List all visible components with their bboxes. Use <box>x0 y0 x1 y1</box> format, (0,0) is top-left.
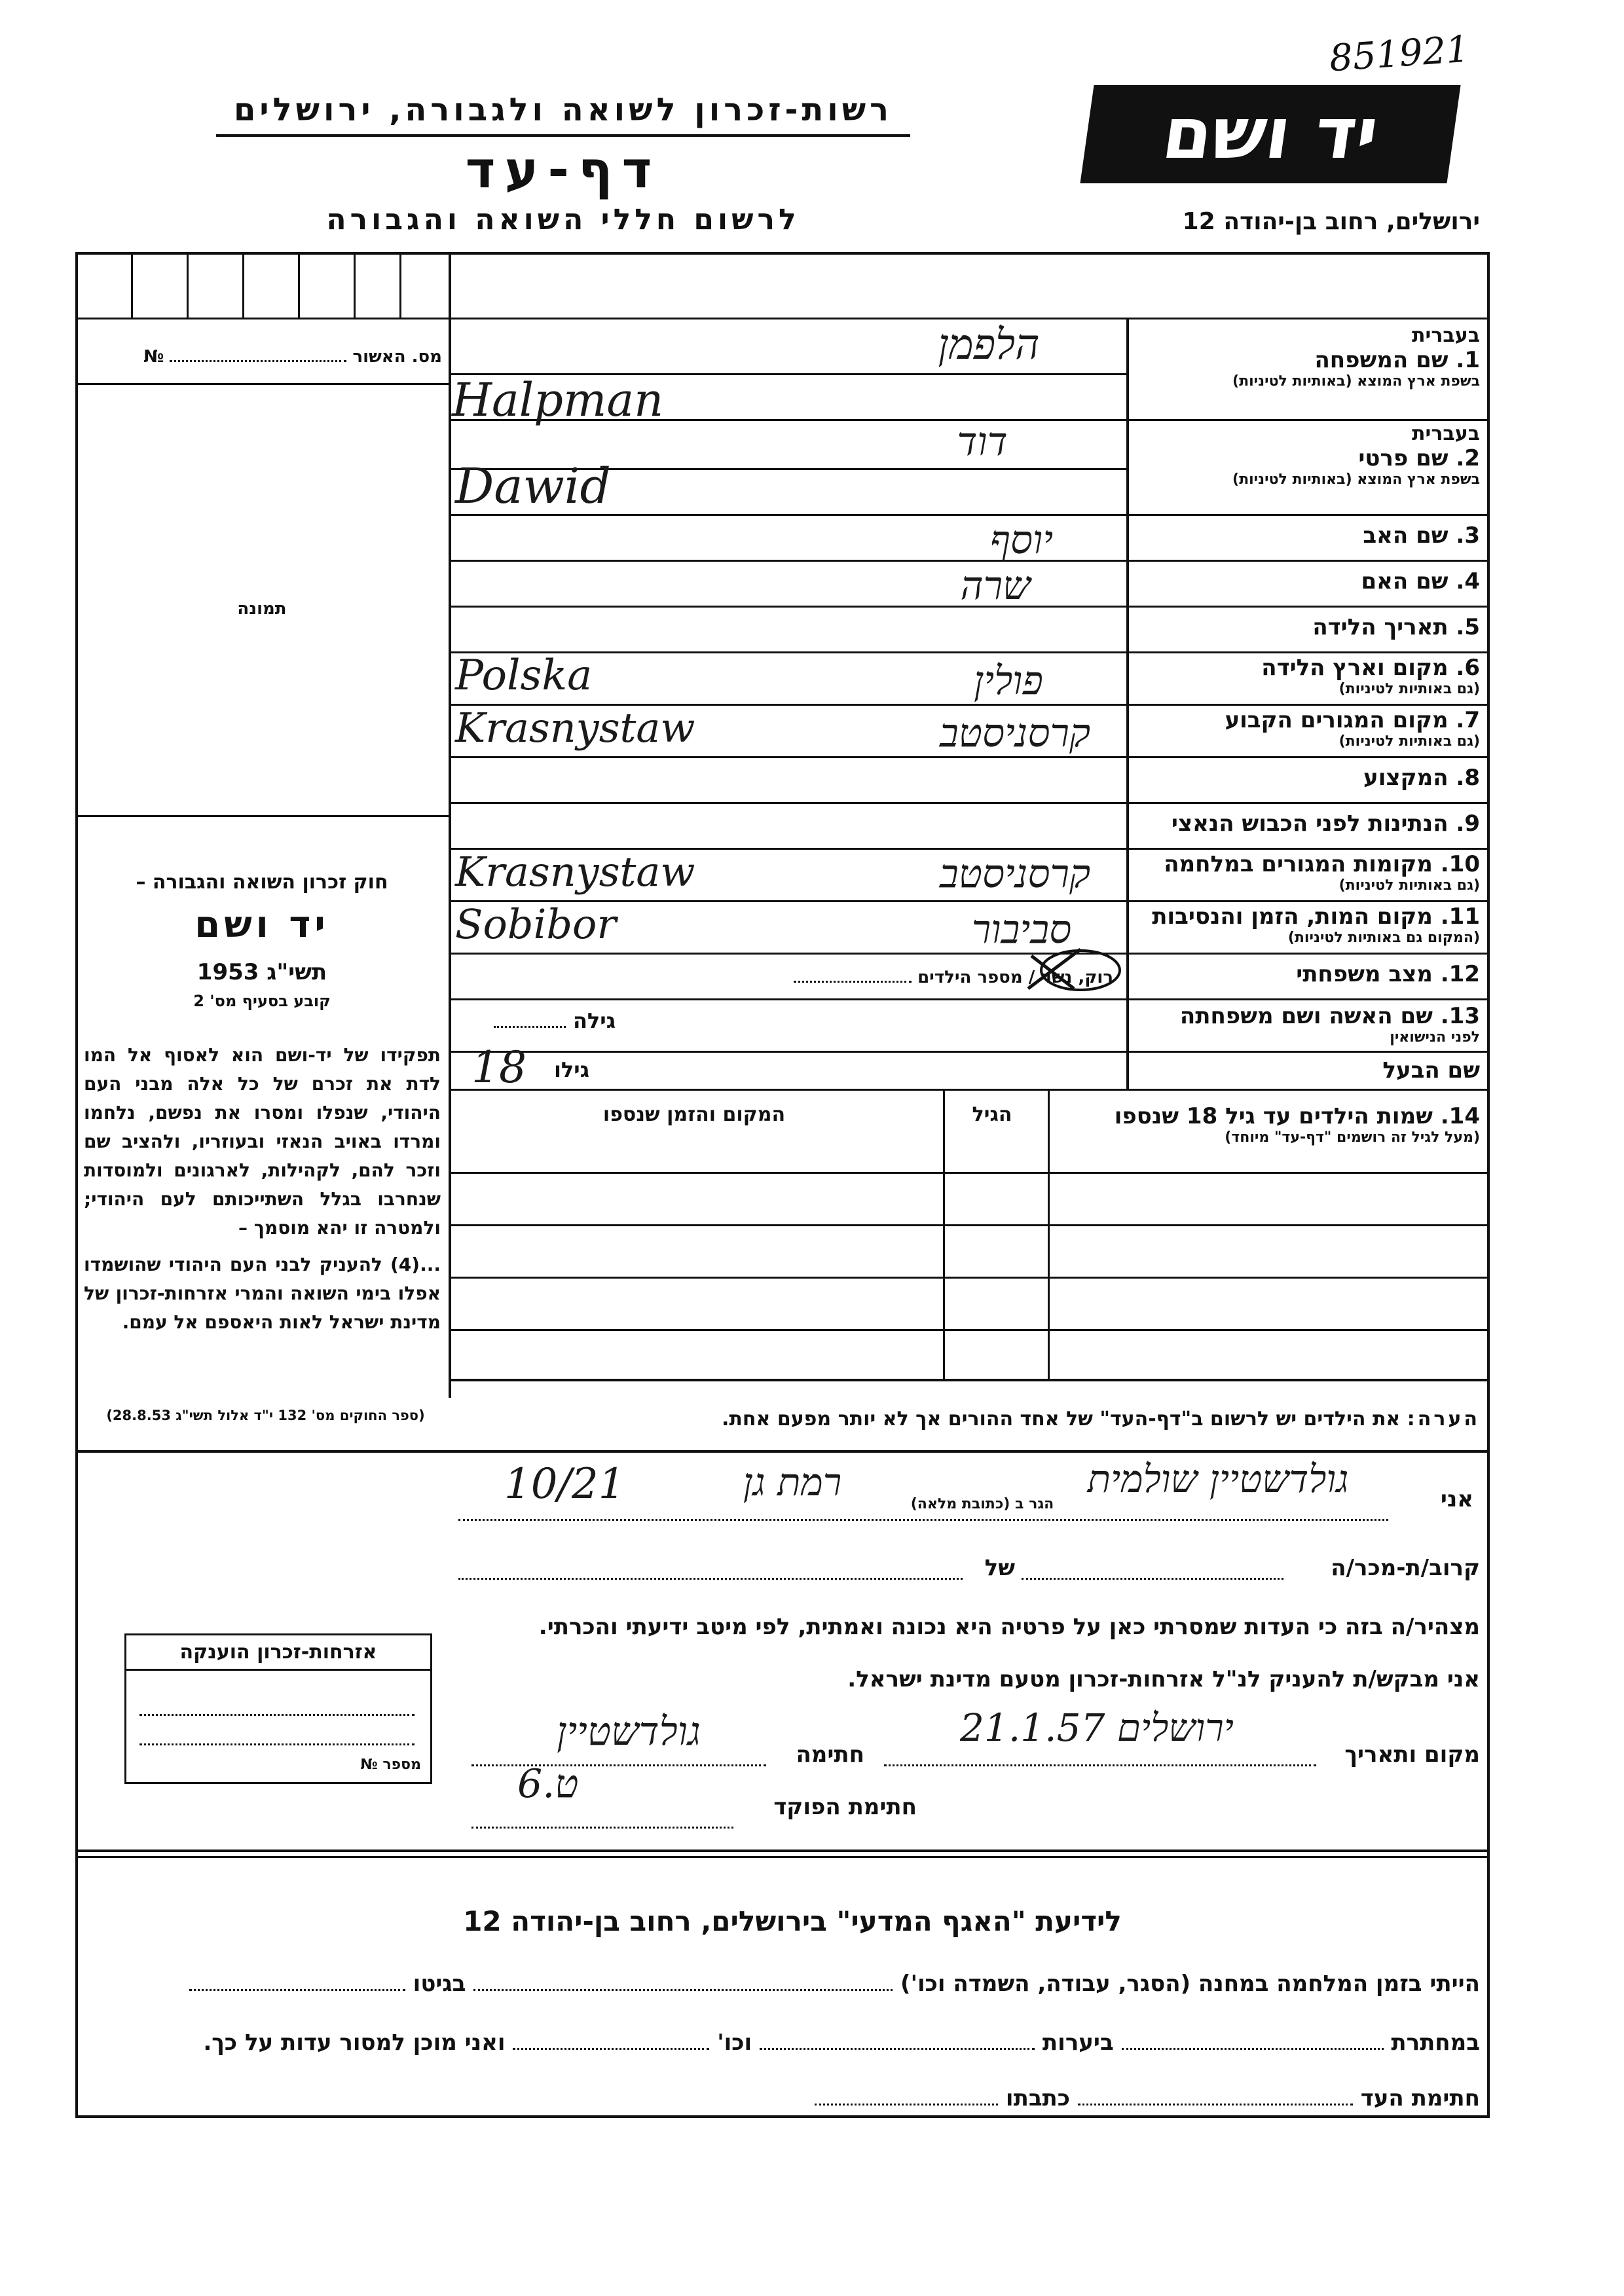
code-box-divider-2 <box>187 252 189 318</box>
institution-name: רשות-זכרון לשואה ולגבורה, ירושלים <box>233 92 893 128</box>
field-12-text: מצב משפחתי <box>1296 961 1433 987</box>
wife-age <box>458 1008 616 1033</box>
children-table-title <box>1051 1103 1480 1129</box>
marital-options-text: רוק, נשוי / מספר הילדים <box>917 968 1113 987</box>
citizenship-box-line-2 <box>139 1743 415 1745</box>
footer-rule-1 <box>75 1850 1490 1852</box>
children-table-label: שמות הילדים עד גיל 18 שנספו <box>1114 1103 1433 1129</box>
field-7-text: מקום המגורים הקבוע <box>1225 707 1449 733</box>
footer-forests-blank <box>760 2048 1035 2050</box>
residence-latin-value: Krasnystaw <box>455 704 695 752</box>
field-6-number: 6. <box>1456 655 1480 681</box>
children-col-place: המקום והזמן שנספו <box>602 1103 786 1126</box>
row-line-11 <box>451 953 1490 955</box>
field-8-label <box>1136 765 1480 791</box>
firstname-latin-value: Dawid <box>455 458 611 515</box>
request-text: אני מבקש/ת להעניק לנ"ל אזרחות-זכרון מטעם מדינת ישראל. <box>847 1666 1480 1692</box>
law-title: חוק זכרון השואה והגבורה – <box>136 871 388 894</box>
relative-label-text: קרוב/ת-מכר/ה <box>1331 1555 1480 1581</box>
children-row-line-3 <box>451 1329 1490 1331</box>
field-11-text: מקום המות, הזמן והנסיבות <box>1152 903 1433 930</box>
field-1-hebrew-tag: בעברית <box>1412 324 1480 347</box>
law-reference: (ספר החוקים מס' 132 י"ד אלול תשי"ג 28.8.53) <box>106 1408 425 1423</box>
footer-forests-label: ביערות <box>1042 2030 1114 2056</box>
declarant-i-label: אני <box>1440 1486 1473 1512</box>
field-7-number: 7. <box>1456 707 1480 733</box>
law-name: יד ושם <box>194 903 329 946</box>
field-5-text: תאריך הלידה <box>1312 614 1449 640</box>
footer-witness-signature-label: חתימת העד <box>1360 2085 1480 2111</box>
field-9-text: הנתינות לפני הכבוש הנאצי <box>1171 811 1449 837</box>
note-text: את הילדים יש לרשום ב"דף-העד" של אחד ההורים אך לא יותר מפעם אחת. <box>722 1408 1401 1430</box>
citizenship-box-number: מספר № <box>360 1757 421 1773</box>
footer-witness-signature-blank <box>1078 2104 1353 2105</box>
footer-camp-label: הייתי בזמן המלחמה במחנה (הסגר, עבודה, השמדה וכו') <box>900 1971 1480 1997</box>
field-1-text: שם המשפחה <box>1314 347 1449 373</box>
footer-ghetto-label: בגיטו <box>413 1971 466 1997</box>
code-box-divider-6 <box>399 252 401 318</box>
form-subtitle: לרשום חללי השואה והגבורה <box>326 203 800 236</box>
field-6-sublabel: (גם באותיות לטיניות) <box>1338 681 1480 697</box>
field-1-title <box>1136 347 1480 373</box>
logo <box>1080 85 1460 183</box>
inspector-label: חתימת הפוקד <box>773 1794 917 1820</box>
children-count-blank <box>794 981 912 983</box>
citizenship-box <box>124 1633 432 1784</box>
mother-name-value: שרה <box>960 563 1031 609</box>
field-8-number: 8. <box>1456 765 1480 791</box>
children-col-divider-1 <box>1048 1091 1050 1379</box>
father-name-value: יוסף <box>989 517 1054 563</box>
row-line-7 <box>451 756 1490 758</box>
code-box-divider-4 <box>298 252 300 318</box>
declaration-text: מצהיר/ה בזה כי העדות שמסרתי כאן על פרטיה היא נכונה ואמתית, לפי מיטב ידיעתי והכרתי. <box>538 1614 1480 1640</box>
relative-label <box>1283 1555 1480 1581</box>
field-11-sublabel: (המקום גם באותיות לטיניות) <box>1287 930 1480 946</box>
field-4-number: 4. <box>1456 568 1480 594</box>
footer-title: לידיעת "האגף המדעי" בירושלים, רחוב בן-יהודה 12 <box>463 1905 1122 1937</box>
field-5-number: 5. <box>1456 614 1480 640</box>
approval-number-label: מס. האשור <box>352 347 442 367</box>
citizenship-box-line-1 <box>139 1714 415 1716</box>
wartime-residence-hebrew-value: קרסניסטב <box>939 851 1091 897</box>
of-label: של <box>984 1555 1015 1581</box>
field-13-sublabel: לפני הנישואין <box>1390 1029 1480 1046</box>
declarant-address-value: רמת גן <box>743 1460 842 1504</box>
declarant-name-value: גולדשטיין שולמית <box>1087 1457 1349 1501</box>
field-10-text: מקומות המגורים במלחמה <box>1164 851 1433 877</box>
field-1-sublabel: בשפת ארץ המוצא (באותיות לטיניות) <box>1232 373 1480 390</box>
residence-hebrew-value: קרסניסטב <box>939 710 1091 756</box>
field-13-text: שם האשה ושם משפחתה <box>1179 1003 1433 1029</box>
place-date-line <box>884 1764 1316 1766</box>
field-6-title <box>1136 655 1480 681</box>
footer-address-blank <box>815 2104 998 2105</box>
field-2-title <box>1136 445 1480 471</box>
law-section: קובע בסעיף מס' 2 <box>193 992 331 1010</box>
field-6-text: מקום וארץ הלידה <box>1261 655 1449 681</box>
photo-label: תמונה <box>237 599 287 619</box>
field-10-number: 10. <box>1440 851 1480 877</box>
footer-ghetto-blank <box>189 1989 405 1991</box>
firstname-hebrew-value: דוד <box>957 419 1008 465</box>
code-box-divider-5 <box>354 252 356 318</box>
of-line <box>458 1578 963 1580</box>
approval-number-blank <box>170 360 346 362</box>
form-title: דף-עד <box>465 141 661 200</box>
top-row-bottom <box>75 318 1490 319</box>
approval-number <box>88 347 442 367</box>
field-8-text: המקצוע <box>1363 765 1449 791</box>
field-2-label <box>1136 422 1480 488</box>
children-row-line-1 <box>451 1224 1490 1226</box>
citizenship-box-rule-1 <box>126 1669 430 1671</box>
field-3-text: שם האב <box>1363 522 1449 549</box>
place-date-label: מקום ותאריך <box>1344 1741 1480 1768</box>
code-box-divider-1 <box>131 252 133 318</box>
law-year: תשי"ג 1953 <box>196 959 327 985</box>
children-col-divider-2 <box>943 1091 945 1379</box>
field-7-sublabel: (גם באותיות לטיניות) <box>1338 733 1480 750</box>
footer-underground-label: במחתרת <box>1391 2030 1480 2056</box>
wife-age-label: גילה <box>572 1008 616 1033</box>
institution-underline <box>216 134 910 137</box>
footer-underground-blank <box>1122 2048 1384 2050</box>
address-line: ירושלים, רחוב בן-יהודה 12 <box>1182 208 1480 235</box>
field-3-number: 3. <box>1456 522 1480 549</box>
photo-box-bottom <box>75 815 449 817</box>
field-9-label <box>1136 811 1480 837</box>
wife-age-blank <box>494 1026 566 1028</box>
field-1-label <box>1136 324 1480 390</box>
field-11-title <box>1136 903 1480 930</box>
field-6-label <box>1136 655 1480 697</box>
field-5-label <box>1136 614 1480 640</box>
signature-value: גולדשטיין <box>557 1709 701 1755</box>
approval-number-symbol: № <box>143 347 164 367</box>
field-11-label <box>1136 903 1480 946</box>
surname-hebrew-value: הלפמן <box>938 321 1040 369</box>
footer-rule-2 <box>75 1856 1490 1858</box>
field-10-title <box>1136 851 1480 877</box>
logo-text: יד ושם <box>1157 93 1384 175</box>
place-date-value: ירושלים 21.1.57 <box>960 1705 1234 1750</box>
field-7-label <box>1136 707 1480 750</box>
inspector-value: ט.6 <box>517 1761 579 1807</box>
declarant-address-number: 10/21 <box>504 1460 625 1508</box>
wartime-residence-latin-value: Krasnystaw <box>455 848 695 896</box>
row-line-12 <box>451 998 1490 1000</box>
row-line-8 <box>451 802 1490 804</box>
law-text-1: תפקידו של יד-ושם הוא לאסוף אל המו לדת את זכרם של כל אלה מבני העם היהודי, שנפלו ומסרו את נפשם, נלחמו ומרדו באויב הנאזי ובעוזריו, ולהציב שם וזכר להם, לקהילות, לארגונים ולמוסדות שנחרבו בגלל השתייכותם לעם היהודי; ולמטרה זו יהא מוסמך – <box>84 1044 441 1239</box>
field-2-number: 2. <box>1456 445 1480 471</box>
footer-etc-label: וכו' <box>717 2030 752 2056</box>
field-9-number: 9. <box>1456 811 1480 837</box>
husband-age-label: גילו <box>553 1057 589 1082</box>
field-2-text: שם פרטי <box>1358 445 1449 471</box>
footer-line-2 <box>85 2030 1480 2056</box>
death-place-latin-value: Sobibor <box>455 900 616 948</box>
law-text-2: ...(4) להעניק לבני העם היהודי שהושמדו אפלו בימי השואה והמרי אזרחות-זכרון של מדינת ישראל לאות היאספם אל עמם. <box>84 1254 441 1333</box>
field-3-label <box>1136 522 1480 549</box>
children-row-line-2 <box>451 1277 1490 1279</box>
row-line-14 <box>451 1089 1490 1091</box>
signature-label: חתימה <box>796 1741 864 1768</box>
field-11-number: 11. <box>1440 903 1480 930</box>
field-2-sublabel: בשפת ארץ המוצא (באותיות לטיניות) <box>1232 471 1480 488</box>
inspector-line <box>471 1827 733 1829</box>
field-2-hebrew-tag: בעברית <box>1412 422 1480 445</box>
relative-line <box>1022 1578 1283 1580</box>
field-10-label <box>1136 851 1480 894</box>
row-line-5 <box>451 651 1490 653</box>
field-12-label <box>1136 961 1480 987</box>
field-13-number: 13. <box>1440 1003 1480 1029</box>
field-12-number: 12. <box>1440 961 1480 987</box>
children-table-number: 14. <box>1440 1103 1480 1129</box>
footer-line-1 <box>85 1971 1480 1997</box>
birthplace-hebrew-value: פולין <box>974 658 1043 704</box>
field-1-number: 1. <box>1456 347 1480 373</box>
declarant-residing-label: הגר ב (כתובת מלאה) <box>910 1496 1054 1512</box>
footer-line-3 <box>753 2085 1480 2111</box>
children-table-heading <box>1051 1103 1480 1146</box>
note-row <box>458 1408 1480 1430</box>
citizenship-box-title: אזרחות-זכרון הוענקה <box>179 1641 377 1664</box>
children-table-sublabel: (מעל לגיל זה רושמים "דף-עד" מיוחד) <box>1225 1129 1480 1146</box>
footer-camp-blank <box>473 1989 893 1991</box>
field-4-text: שם האם <box>1361 568 1449 594</box>
field-4-label <box>1136 568 1480 594</box>
children-header-line <box>451 1172 1490 1174</box>
husband-age-value: 18 <box>471 1042 526 1093</box>
code-box-divider-3 <box>242 252 244 318</box>
field-13-label <box>1136 1003 1480 1046</box>
death-place-hebrew-value: סביבור <box>971 907 1072 953</box>
children-table-bottom <box>451 1379 1490 1381</box>
signature-line <box>471 1764 766 1766</box>
birthplace-latin-value: Polska <box>455 651 593 700</box>
marital-status-mark <box>1002 943 1133 995</box>
field-13-title <box>1136 1003 1480 1029</box>
declarant-line <box>458 1519 1388 1521</box>
children-col-age: הגיל <box>972 1103 1012 1126</box>
footer-testimony-text: ואני מוכן למסור עדות על כך. <box>203 2030 506 2056</box>
footer-address-label: כתבתו <box>1005 2085 1071 2111</box>
archive-number: 851921 <box>1327 27 1471 81</box>
field-7-title <box>1136 707 1480 733</box>
field-10-sublabel: (גם באותיות לטיניות) <box>1338 877 1480 894</box>
photo-box-top <box>75 383 449 385</box>
note-row-bottom <box>75 1450 1490 1453</box>
footer-etc-blank <box>513 2048 709 2050</box>
note-label: הערה: <box>1407 1408 1480 1430</box>
row-line-13 <box>451 1051 1490 1053</box>
surname-latin-value: Halpman <box>452 373 664 427</box>
husband-name-label: שם הבעל <box>1382 1057 1480 1084</box>
